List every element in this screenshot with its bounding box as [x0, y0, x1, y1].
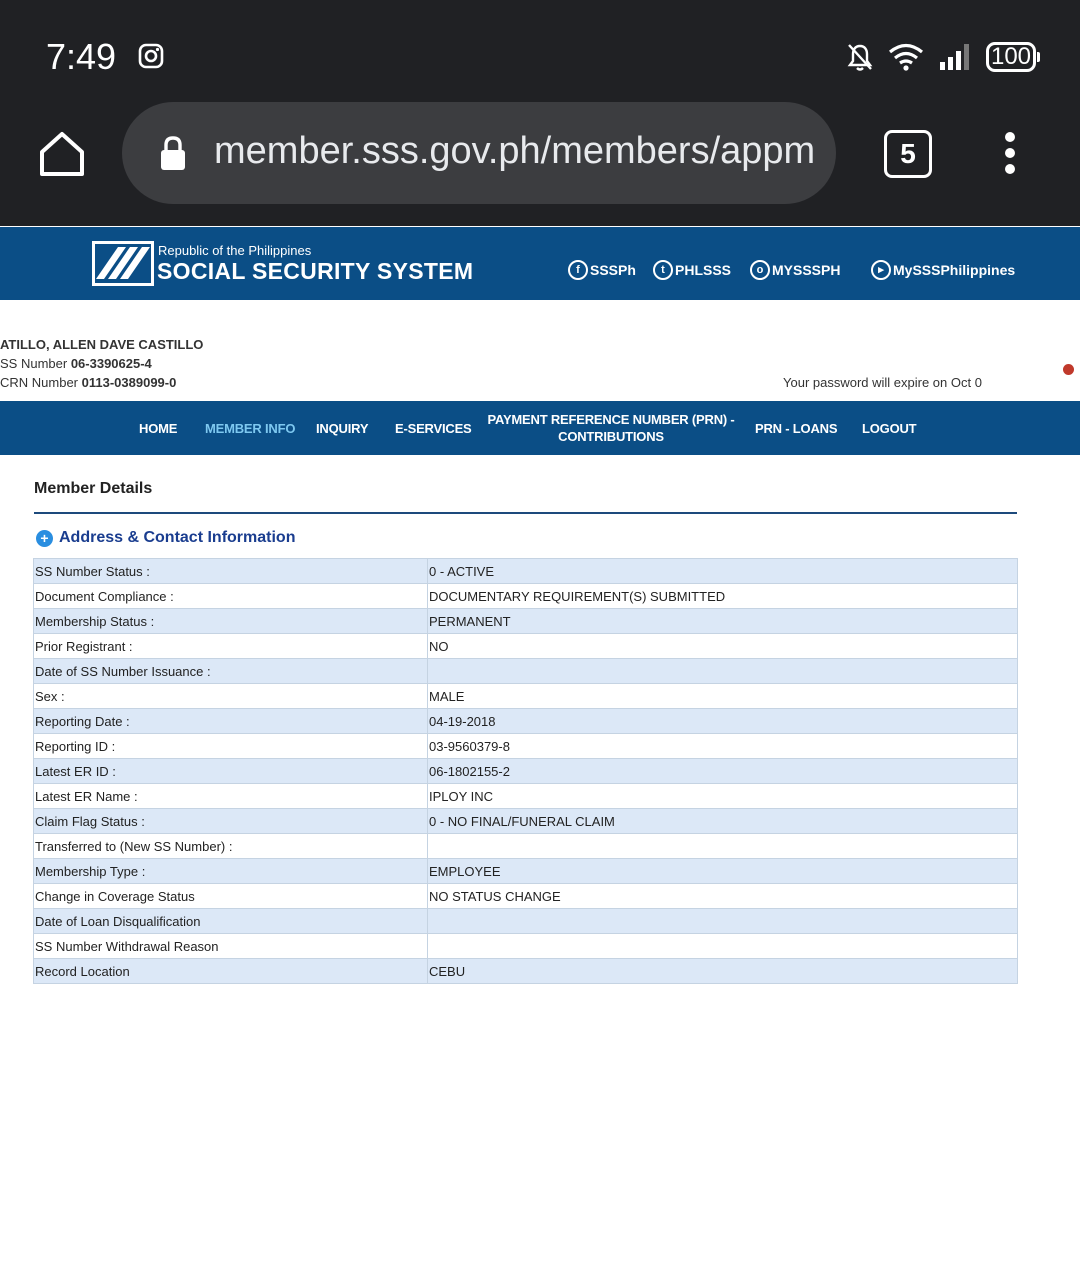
- logo-title: SOCIAL SECURITY SYSTEM: [157, 258, 474, 284]
- crn-number-value: 0113-0389099-0: [81, 375, 177, 390]
- crn-number-label: CRN Number: [0, 375, 79, 390]
- social-label: MYSSSPH: [772, 262, 841, 278]
- row-value: [428, 659, 1018, 684]
- table-row: [34, 559, 1018, 584]
- member-name: ATILLO, ALLEN DAVE CASTILLO: [0, 337, 204, 352]
- ss-number-label: SS Number: [0, 356, 68, 371]
- address-bar[interactable]: [122, 102, 836, 204]
- row-value: CEBU: [428, 959, 1018, 984]
- nav-home[interactable]: HOME: [139, 420, 178, 436]
- table-row: [34, 934, 1018, 959]
- table-row: [34, 609, 1018, 634]
- status-icons: [846, 40, 1036, 74]
- row-value: NO STATUS CHANGE: [428, 884, 1018, 909]
- social-links: [0, 227, 1080, 300]
- social-facebook-link[interactable]: [568, 260, 636, 280]
- password-expiry-notice: Your password will expire on Oct 0: [783, 375, 982, 390]
- row-value: MALE: [428, 684, 1018, 709]
- social-instagram-link[interactable]: [750, 260, 840, 280]
- row-label: Membership Status :: [34, 609, 428, 634]
- facebook-icon: f: [568, 260, 588, 280]
- section-divider: [34, 512, 1017, 514]
- table-row: [34, 584, 1018, 609]
- twitter-icon: t: [653, 260, 673, 280]
- row-value: [428, 934, 1018, 959]
- row-value: [428, 834, 1018, 859]
- row-label: Change in Coverage Status: [34, 884, 428, 909]
- browser-chrome: [0, 0, 1080, 226]
- row-label: SS Number Status :: [34, 559, 428, 584]
- ss-number-line: [0, 356, 152, 371]
- more-menu-icon[interactable]: [1000, 132, 1020, 178]
- table-row: [34, 909, 1018, 934]
- social-youtube-link[interactable]: [871, 260, 1015, 280]
- row-label: Latest ER Name :: [34, 784, 428, 809]
- row-value: IPLOY INC: [428, 784, 1018, 809]
- row-label: Claim Flag Status :: [34, 809, 428, 834]
- wifi-icon: [888, 42, 924, 72]
- nav-prn-line1: PAYMENT REFERENCE NUMBER (PRN) -: [487, 412, 735, 427]
- battery-indicator: 100: [986, 42, 1036, 72]
- crn-number-line: [0, 375, 176, 390]
- row-label: Document Compliance :: [34, 584, 428, 609]
- row-label: Reporting ID :: [34, 734, 428, 759]
- row-label: Membership Type :: [34, 859, 428, 884]
- nav-prn-line2: CONTRIBUTIONS: [558, 429, 664, 444]
- row-value: 06-1802155-2: [428, 759, 1018, 784]
- expand-plus-icon: +: [36, 530, 53, 547]
- social-twitter-link[interactable]: [653, 260, 731, 280]
- table-row: [34, 734, 1018, 759]
- table-row: [34, 634, 1018, 659]
- row-label: Prior Registrant :: [34, 634, 428, 659]
- row-value: 0 - ACTIVE: [428, 559, 1018, 584]
- social-label: MySSSPhilippines: [893, 262, 1016, 278]
- table-row: [34, 884, 1018, 909]
- tab-switcher-button[interactable]: 5: [884, 130, 932, 178]
- home-icon[interactable]: [36, 128, 88, 180]
- table-row: [34, 809, 1018, 834]
- nav-prn-contributions[interactable]: [486, 401, 736, 455]
- table-row: [34, 759, 1018, 784]
- sss-header: [0, 227, 1080, 300]
- row-value: DOCUMENTARY REQUIREMENT(S) SUBMITTED: [428, 584, 1018, 609]
- table-row: [34, 659, 1018, 684]
- notification-dot: [1063, 364, 1074, 375]
- nav-prn-loans[interactable]: PRN - LOANS: [755, 420, 838, 436]
- url-text: member.sss.gov.ph/members/appm: [214, 130, 816, 172]
- lock-icon: [158, 134, 188, 172]
- row-value: 04-19-2018: [428, 709, 1018, 734]
- row-value: [428, 909, 1018, 934]
- instagram-notification-icon: [138, 43, 164, 69]
- member-details-title: Member Details: [34, 480, 153, 497]
- table-row: [34, 859, 1018, 884]
- bell-muted-icon: [846, 42, 874, 72]
- row-label: Record Location: [34, 959, 428, 984]
- table-row: [34, 959, 1018, 984]
- row-label: Reporting Date :: [34, 709, 428, 734]
- nav-inquiry[interactable]: INQUIRY: [316, 420, 369, 436]
- member-details-table: [33, 558, 1018, 984]
- instagram-icon: o: [750, 260, 770, 280]
- row-value: NO: [428, 634, 1018, 659]
- row-label: SS Number Withdrawal Reason: [34, 934, 428, 959]
- social-label: PHLSSS: [675, 262, 732, 278]
- row-value: 0 - NO FINAL/FUNERAL CLAIM: [428, 809, 1018, 834]
- table-row: [34, 684, 1018, 709]
- address-contact-toggle[interactable]: [36, 529, 295, 547]
- nav-member-info[interactable]: MEMBER INFO: [205, 420, 296, 436]
- row-label: Transferred to (New SS Number) :: [34, 834, 428, 859]
- status-time: 7:49: [46, 36, 117, 77]
- ss-number-value: 06-3390625-4: [70, 356, 152, 371]
- row-value: EMPLOYEE: [428, 859, 1018, 884]
- row-value: PERMANENT: [428, 609, 1018, 634]
- row-label: Latest ER ID :: [34, 759, 428, 784]
- table-row: [34, 834, 1018, 859]
- table-row: [34, 709, 1018, 734]
- nav-e-services[interactable]: E-SERVICES: [395, 420, 472, 436]
- address-contact-label: Address & Contact Information: [59, 529, 296, 546]
- youtube-icon: ▸: [871, 260, 891, 280]
- signal-icon: [938, 42, 972, 72]
- row-value: 03-9560379-8: [428, 734, 1018, 759]
- row-label: Date of SS Number Issuance :: [34, 659, 428, 684]
- table-row: [34, 784, 1018, 809]
- nav-logout[interactable]: LOGOUT: [862, 420, 917, 436]
- row-label: Date of Loan Disqualification: [34, 909, 428, 934]
- main-nav: [0, 401, 1080, 455]
- logo-subtitle: Republic of the Philippines: [158, 243, 312, 258]
- row-label: Sex :: [34, 684, 428, 709]
- social-label: SSSPh: [590, 262, 636, 278]
